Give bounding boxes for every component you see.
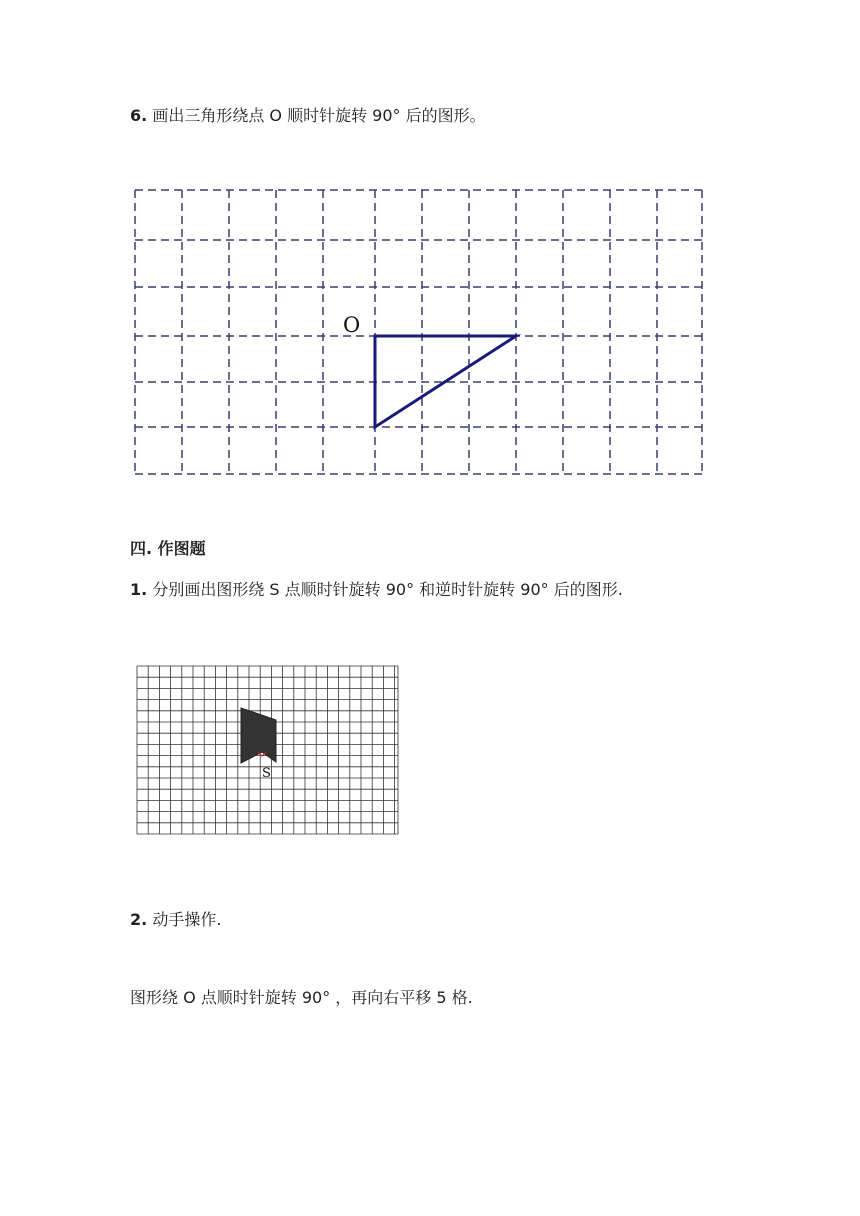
section-title: 四. 作图题 xyxy=(130,539,206,558)
question-text: 动手操作. xyxy=(152,910,222,929)
question-6 xyxy=(130,106,486,126)
solid-grid-figure xyxy=(130,662,405,840)
point-o-label: O xyxy=(343,313,361,337)
dashed-grid-figure xyxy=(130,185,710,485)
question-number: 1. xyxy=(130,580,148,599)
shaded-shape xyxy=(241,708,276,763)
question-number: 2. xyxy=(130,910,148,929)
question-text: 分别画出图形绕 S 点顺时针旋转 90° 和逆时针旋转 90° 后的图形. xyxy=(152,580,623,599)
point-s-label: S xyxy=(262,766,271,781)
instruction-text: 图形绕 O 点顺时针旋转 90° ，再向右平移 5 格. xyxy=(130,988,473,1007)
question-2 xyxy=(130,910,221,930)
dashed-grid xyxy=(135,190,702,475)
question-text: 画出三角形绕点 O 顺时针旋转 90° 后的图形。 xyxy=(152,106,486,125)
question-number: 6. xyxy=(130,106,148,125)
question-1 xyxy=(130,580,623,600)
